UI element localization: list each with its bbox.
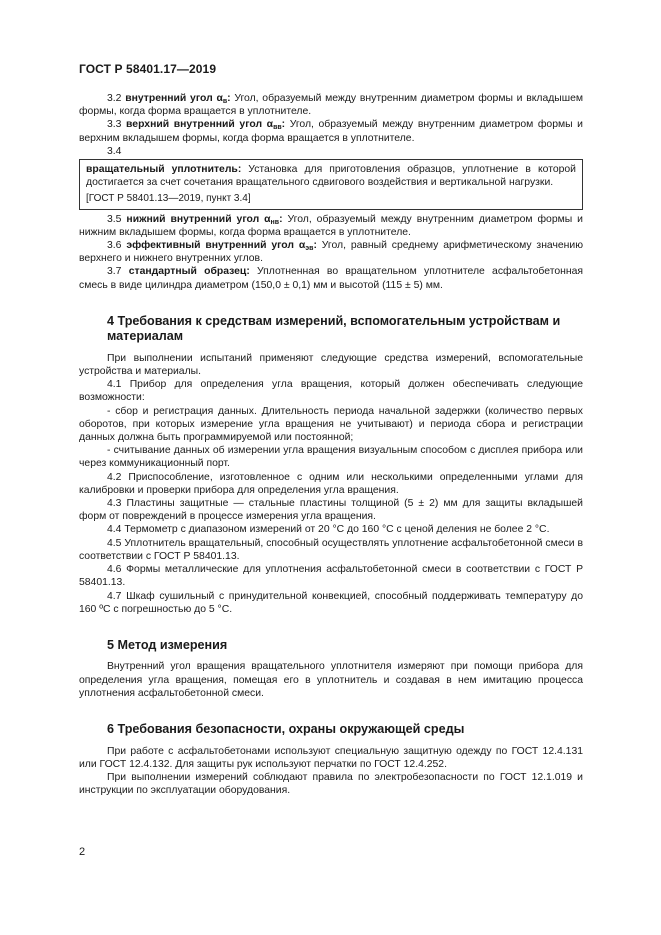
section-6-paragraph: При выполнении измерений соблюдают правила по электробезопасности по ГОСТ 12.1.019 и инструкции по эксплуатации оборудования. [79,771,583,797]
definition-text: Угол, равный среднему арифметическому значению верхнего и нижнего внутренних углов. [79,240,584,265]
section-4-paragraph: 4.6 Формы металлические для уплотнения асфальтобетонной смеси в соответствии с ГОСТ Р 58401.13. [79,564,583,589]
section-4-paragraph: 4.7 Шкаф сушильный с принудительной конвекцией, способный поддерживать температуру до 160 ºС с погрешностью до 5 °С. [79,590,583,615]
definition-text: Уплотненная во вращательном уплотнителе асфальтобетонная смесь в виде цилиндра диаметром (150,0 ± 0,1) мм и высотой (115 ± 5) мм. [79,266,583,291]
term: эффективный внутренний угол $\alpha_{эв}$: [126,240,317,253]
section-4-heading: 4 Требования к средствам измерений, вспомогательным устройствам и материалам [107,313,561,344]
term: нижний внутренний угол $\alpha_{нв}$: [126,213,283,226]
section-5-paragraph: Внутренний угол вращения вращательного уплотнителя измеряют при помощи прибора для определения угла вращения, помещая его в уплотнитель и создавая в нем имитацию процесса уплотнения асфальтобетонной смеси. [79,661,583,699]
section-4-paragraph: 4.5 Уплотнитель вращательный, способный осуществлять уплотнение асфальтобетонной смеси в соответствии с ГОСТ Р 58401.13. [79,537,583,562]
definition-3-5 [79,213,583,239]
definition-3-7 [79,265,583,291]
definition-text: Угол, образуемый между внутренним диаметром формы и вкладышем формы, когда форма вращается в уплотнителе. [79,93,584,118]
section-5-heading: 5 Метод измерения [107,637,228,652]
definition-3-2 [79,92,583,118]
term: стандартный образец: [128,266,250,278]
document-header: ГОСТ Р 58401.17—2019 [79,62,217,76]
definition-text: Угол, образуемый между внутренним диаметром формы и верхним вкладышем формы, когда форма вращается в уплотнителе. [79,119,583,144]
section-4-paragraph: 4.3 Пластины защитные — стальные пластины толщиной (5 ± 2) мм для защиты вкладышей форм от повреждений в процессе измерения угла вращения. [79,498,583,523]
section-6-paragraph: При работе с асфальтобетонами используют специальную защитную одежду по ГОСТ 12.4.131 или ГОСТ 12.4.132. Для защиты рук используют перчатки по ГОСТ 12.4.252. [79,745,583,770]
definition-text: Установка для приготовления образцов, уплотнение в которой достигается за счет сочетания вращательного сдвигового воздействия и вертикальной нагрузки. [86,164,576,189]
page-number: 2 [79,846,86,858]
section-4-paragraph: - сбор и регистрация данных. Длительность периода начальной задержки (количество первых оборотов, при которых измерение угла вращения не учитывают) и периода сбора и регистрации данных должна быть программируемой или постоянной; [79,405,583,444]
definition-3-3 [79,118,583,144]
clause-number: 3.5 [107,213,122,225]
term-subscript: вв [273,124,282,132]
section-4-paragraph: 4.4 Термометр с диапазоном измерений от 20 °С до 160 °С с ценой деления не более 2 °С. [107,524,550,536]
term: внутренний угол $\alpha_в$: [125,93,231,105]
clause-number: 3.3 [107,119,122,131]
term-subscript: нв [270,218,280,226]
section-6-heading: 6 Требования безопасности, охраны окружающей среды [107,722,465,737]
term: верхний внутренний угол $\alpha_{вв}$: [126,119,286,132]
clause-number: 3.6 [107,240,122,252]
definition-3-4 [86,163,576,189]
term-subscript: в [222,98,228,105]
definition-3-6 [79,239,583,265]
clause-number: 3.2 [107,93,122,104]
clause-number-3-4: 3.4 [107,145,122,157]
section-4-paragraph: При выполнении испытаний применяют следующие средства измерений, вспомогательные устройства и материалы. [79,352,583,378]
document-body [79,92,583,797]
definition-3-4-box [79,159,583,210]
section-4-paragraph: 4.1 Прибор для определения угла вращения, который должен обеспечивать следующие возможности: [79,379,583,404]
section-4-paragraph: - считывание данных об измерении угла вращения визуальным способом с дисплея прибора или через коммуникационный порт. [79,445,583,470]
definition-text: Угол, образуемый между внутренним диаметром формы и нижним вкладышем формы, когда форма вращается в уплотнителе. [79,213,583,238]
clause-number: 3.7 [107,266,122,278]
term-subscript: эв [305,245,314,253]
section-4-paragraph: 4.2 Приспособление, изготовленное с одним или несколькими определенными углами для калибровки и проверки прибора для определения угла вращения. [79,471,583,496]
definition-reference: [ГОСТ Р 58401.13—2019, пункт 3.4] [86,193,251,205]
term: вращательный уплотнитель: [86,164,242,176]
